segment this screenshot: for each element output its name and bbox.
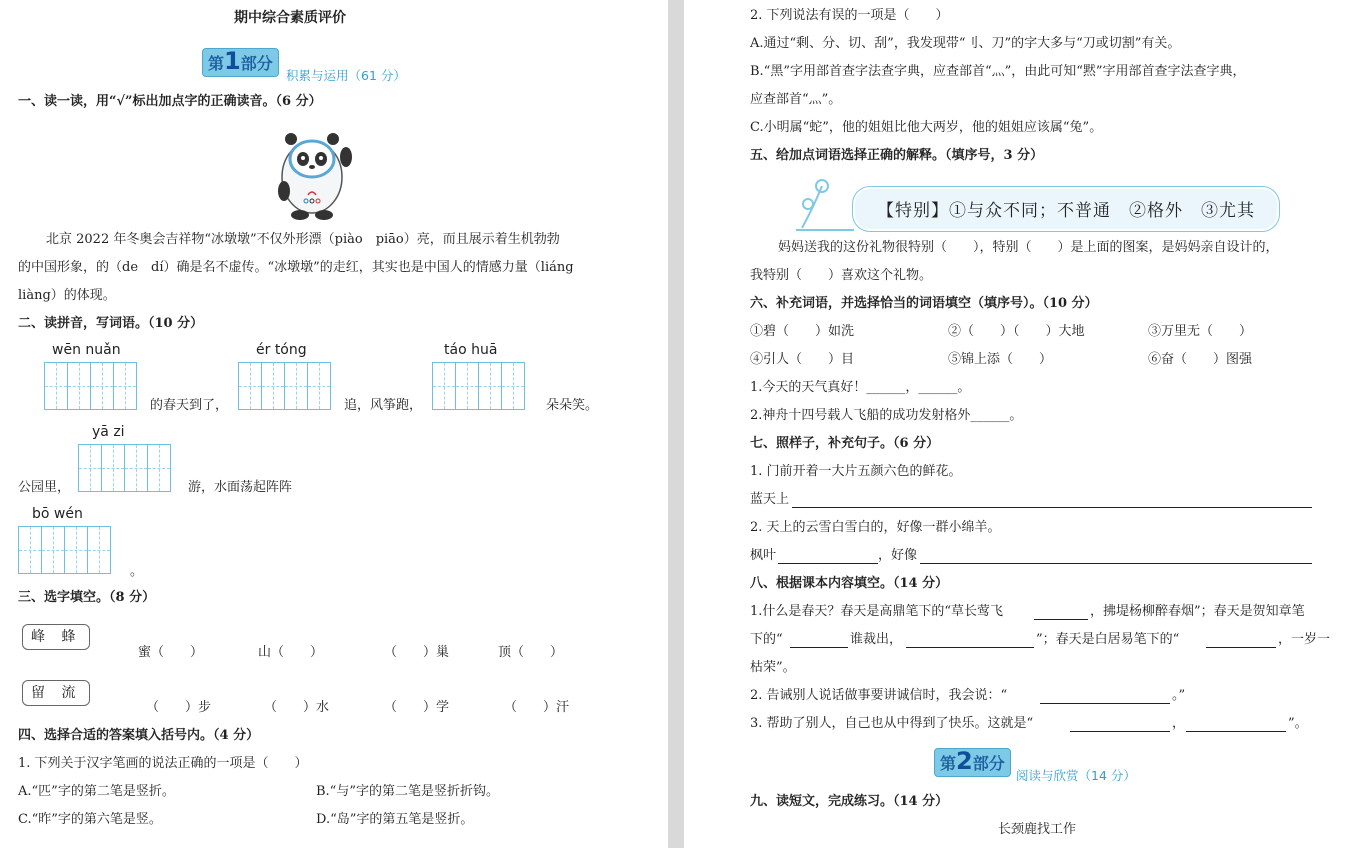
right-page (684, 0, 1354, 848)
q6-sentence-1: 1.今天的天气真好！______，______。 (750, 380, 971, 395)
q9-heading: 九、读短文，完成练习。（14 分） (750, 794, 949, 809)
q4-option-b: B.“与”字的第二笔是竖折折钩。 (316, 784, 499, 799)
q7-prompt-1: 蓝天上 (750, 492, 790, 507)
q5-heading: 五、给加点词语选择正确的解释。（填序号，3 分） (750, 148, 1044, 163)
q2-text-5: 游，水面荡起阵阵 (188, 480, 293, 495)
answer-line-8-1a[interactable] (1034, 618, 1088, 620)
q8-2-prompt: 2. 告诫别人说话做事要讲诚信时，我会说：“ (750, 688, 1008, 703)
q2-text-3: 朵朵笑。 (546, 398, 599, 413)
part2-badge (934, 748, 1011, 777)
answer-line-8-1d[interactable] (1206, 646, 1276, 648)
q4-2-option-a: A.通过“剩、分、切、刮”，我发现带“刂、刀”的字大多与“刀或切割”有关。 (750, 36, 1181, 51)
q6-word-3: ③万里无（ ） (1148, 324, 1253, 339)
q6-word-1: ①碧（ ）如洗 (750, 324, 855, 339)
q2-text-4: 公园里， (18, 480, 71, 495)
q6-word-5: ⑤锦上添（ ） (948, 352, 1053, 367)
q3-r2-a: （ ）步 (146, 700, 212, 715)
writing-grid-2[interactable] (238, 362, 331, 410)
char-choice-box-1: 峰 蜂 (22, 624, 90, 650)
q3-r2-d: （ ）汗 (504, 700, 570, 715)
q8-1-part-e: ”；春天是白居易笔下的“ (1036, 632, 1180, 647)
definition-ribbon (852, 186, 1280, 232)
q4-2-option-b-line1: B.“黑”字用部首查字法查字典，应查部首“灬”，由此可知“黙”字用部首查字法查字典， (750, 64, 1246, 79)
q2-text-1: 的春天到了， (150, 398, 229, 413)
q8-1-part-b: ，拂堤杨柳醉春烟”；春天是贺知章笔 (1090, 604, 1305, 619)
q8-heading: 八、根据课本内容填空。（14 分） (750, 576, 949, 591)
answer-line-7-2a[interactable] (778, 562, 878, 564)
answer-line-8-1b[interactable] (790, 646, 848, 648)
q3-r1-c: （ ）巢 (384, 645, 450, 660)
q3-r2-b: （ ）水 (264, 700, 330, 715)
q3-heading: 三、选字填空。（8 分） (18, 590, 156, 605)
pinyin-wennuan: wēn nuǎn (52, 342, 121, 358)
q8-3-mid: ， (1172, 716, 1186, 731)
writing-grid-4[interactable] (78, 444, 171, 492)
q5-paragraph-line1: 妈妈送我的这份礼物很特别（ ），特别（ ）是上面的图案，是妈妈亲自设计的， (778, 240, 1279, 255)
q3-r1-b: 山（ ） (258, 645, 324, 660)
q7-heading: 七、照样子，补充句子。（6 分） (750, 436, 940, 451)
q7-prompt-2b: ，好像 (878, 548, 918, 563)
badge-number: 1 (224, 47, 241, 75)
q6-word-6: ⑥奋（ ）图强 (1148, 352, 1253, 367)
q8-3-end: ”。 (1288, 716, 1308, 731)
q4-option-c: C.“昨”字的第六笔是竖。 (18, 812, 162, 827)
q8-1-part-g: 枯荣”。 (750, 660, 796, 675)
q2-text-2: 追，风筝跑， (344, 398, 423, 413)
q6-word-2: ②（ ）（ ）大地 (948, 324, 1085, 339)
q4-question-1: 1. 下列关于汉字笔画的说法正确的一项是（ ） (18, 756, 308, 771)
badge-prefix: 第 (208, 54, 225, 73)
q1-heading: 一、读一读，用“√”标出加点字的正确读音。（6 分） (18, 94, 322, 109)
q8-2-end: 。” (1172, 688, 1186, 703)
q6-word-4: ④引人（ ）目 (750, 352, 855, 367)
q1-paragraph-line2: 的中国形象，的（de dí）确是名不虚传。“冰墩墩”的走红，其实也是中国人的情感力量（liáng (18, 260, 574, 275)
q3-r1-d: 顶（ ） (498, 645, 564, 660)
answer-line-8-3a[interactable] (1070, 730, 1170, 732)
part2-subtitle: 阅读与欣赏（14 分） (1016, 768, 1136, 783)
answer-line-7-1[interactable] (792, 506, 1312, 508)
writing-grid-1[interactable] (44, 362, 137, 410)
pinyin-bowen: bō wén (32, 506, 83, 522)
badge-number: 2 (956, 747, 973, 775)
writing-grid-5[interactable] (18, 526, 111, 574)
q7-prompt-2: 枫叶 (750, 548, 777, 563)
answer-line-7-2b[interactable] (920, 562, 1312, 564)
flower-decoration-icon (794, 176, 858, 232)
q5-paragraph-line2: 我特别（ ）喜欢这个礼物。 (750, 268, 933, 283)
q4-2-option-b-line2: 应查部首“灬”。 (750, 92, 842, 107)
q7-example-1: 1. 门前开着一大片五颜六色的鲜花。 (750, 464, 962, 479)
q4-option-a: A.“匹”字的第二笔是竖折。 (18, 784, 175, 799)
writing-grid-3[interactable] (432, 362, 525, 410)
q2-text-6: 。 (130, 564, 144, 579)
pinyin-taohua: táo huā (444, 342, 498, 358)
definition-text: 【特别】①与众不同；不普通 ②格外 ③尤其 (877, 201, 1255, 221)
q8-1-part-a: 1.什么是春天？春天是高鼎笔下的“草长莺飞 (750, 604, 1004, 619)
q4-question-2: 2. 下列说法有误的一项是（ ） (750, 8, 949, 23)
q4-option-d: D.“岛”字的第五笔是竖折。 (316, 812, 474, 827)
pinyin-ertong: ér tóng (256, 342, 307, 358)
q2-heading: 二、读拼音，写词语。（10 分） (18, 316, 204, 331)
q1-paragraph-line3: liàng）的体现。 (18, 288, 116, 303)
q6-sentence-2: 2.神舟十四号载人飞船的成功发射格外______。 (750, 408, 1023, 423)
exam-title: 期中综合素质评价 (234, 10, 346, 26)
q6-heading: 六、补充词语，并选择恰当的词语填空（填序号）。（10 分） (750, 296, 1098, 311)
part1-badge (202, 48, 279, 77)
q1-paragraph-line1: 北京 2022 年冬奥会吉祥物“冰墩墩”不仅外形漂（piào piāo）亮，而且展示着生机勃勃 (46, 232, 560, 247)
q4-heading: 四、选择合适的答案填入括号内。（4 分） (18, 728, 260, 743)
q8-1-part-f: ，一岁一 (1278, 632, 1331, 647)
badge-suffix: 部分 (240, 54, 273, 73)
q3-r2-c: （ ）学 (384, 700, 450, 715)
q8-3-prompt: 3. 帮助了别人，自己也从中得到了快乐。这就是“ (750, 716, 1034, 731)
answer-line-8-3b[interactable] (1186, 730, 1286, 732)
badge-prefix: 第 (940, 754, 957, 773)
answer-line-8-1c[interactable] (906, 646, 1034, 648)
char-choice-box-2: 留 流 (22, 680, 90, 706)
mascot-illustration (272, 125, 356, 221)
q4-2-option-c: C.小明属“蛇”，他的姐姐比他大两岁，他的姐姐应该属“兔”。 (750, 120, 1103, 135)
story-title: 长颈鹿找工作 (998, 822, 1077, 837)
left-page (0, 0, 668, 848)
q8-1-part-c: 下的“ (750, 632, 783, 647)
answer-line-8-2[interactable] (1040, 702, 1170, 704)
part1-subtitle: 积累与运用（61 分） (286, 68, 406, 83)
q3-r1-a: 蜜（ ） (138, 645, 204, 660)
badge-suffix: 部分 (972, 754, 1005, 773)
q7-example-2: 2. 天上的云雪白雪白的，好像一群小绵羊。 (750, 520, 1001, 535)
q8-1-part-d: 谁裁出， (850, 632, 903, 647)
pinyin-yazi: yā zi (92, 424, 125, 440)
